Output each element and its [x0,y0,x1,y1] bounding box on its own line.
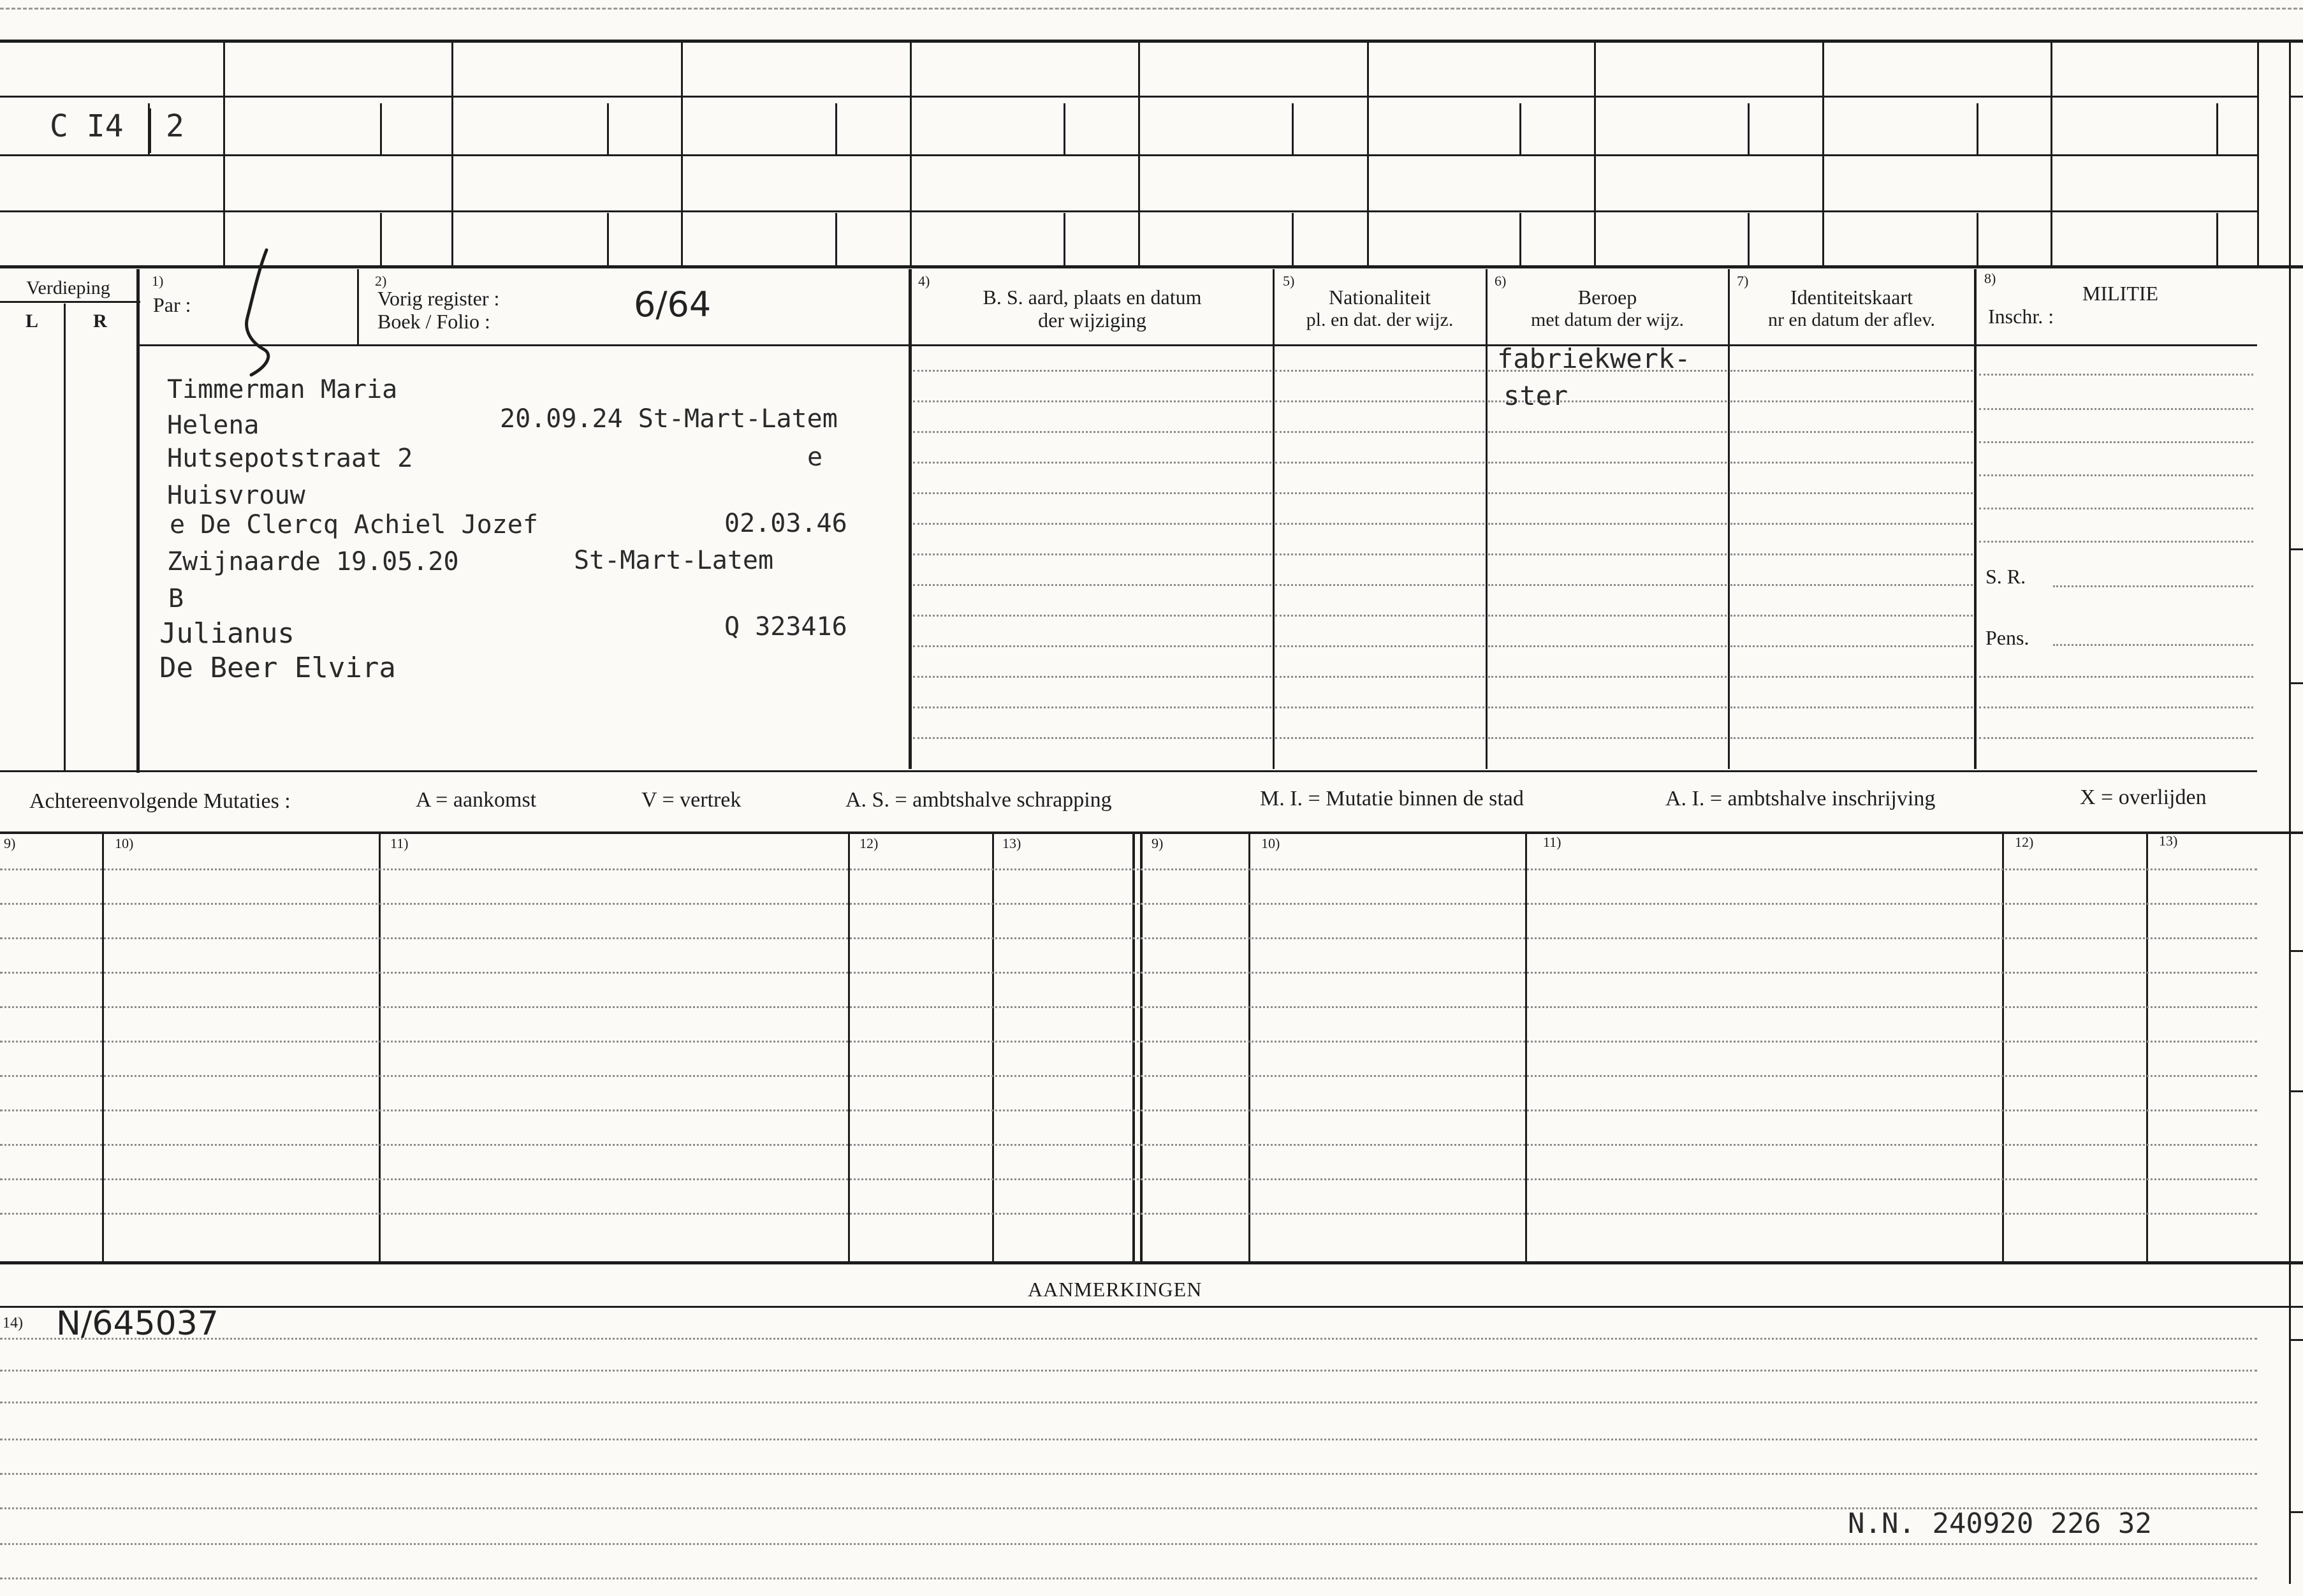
person-occupation: Huisvrouw [167,481,305,510]
person-name-line1: Timmerman Maria [167,375,398,404]
par-num: 1) [152,273,164,289]
militie-inschr-label: Inschr. : [1988,305,2054,328]
nat-num: 5) [1283,273,1295,289]
mut-col-10-left: 10) [115,835,134,851]
person-father: Julianus [159,617,295,650]
prev-register-value: 6/64 [634,284,712,325]
militie-pens-label: Pens. [1985,626,2029,649]
id-header-line1: Identiteitskaart [1790,286,1913,309]
mut-col-13-left: 13) [1002,835,1021,851]
mut-col-13-right: 13) [2159,833,2178,849]
person-marriage-date: 02.03.46 [724,509,847,538]
mut-col-9-right: 9) [1152,835,1164,851]
floor-label: Verdieping [26,277,110,298]
person-mother: De Beer Elvira [159,652,396,684]
nat-header-line2: pl. en dat. der wijz. [1306,309,1454,330]
person-spouse: e De Clercq Achiel Jozef [170,510,538,539]
nat-header-line1: Nationaliteit [1329,286,1431,309]
legend-v: V = vertrek [641,788,742,812]
beroep-header-line1: Beroep [1577,286,1637,309]
legend-x: X = overlijden [2080,786,2207,809]
person-birth: 20.09.24 St-Mart-Latem [500,404,838,434]
bs-header-line2: der wijziging [1038,309,1146,332]
legend-as: A. S. = ambtshalve schrapping [845,788,1112,812]
person-status: B [168,584,184,613]
remarks-title: AANMERKINGEN [1028,1278,1203,1301]
beroep-value-line1: fabriekwerk- [1497,343,1691,374]
militie-sr-label: S. R. [1985,565,2026,588]
id-header-line2: nr en datum der aflev. [1767,309,1936,330]
militie-num: 8) [1984,270,1996,286]
mut-col-12-left: 12) [859,835,879,851]
person-address-suffix: e [807,443,823,472]
mut-col-11-right: 11) [1543,834,1561,850]
beroep-header-line2: met datum der wijz. [1531,309,1684,330]
legend-ai: A. I. = ambtshalve inschrijving [1665,787,1936,810]
mut-col-11-left: 11) [390,835,409,851]
mut-col-9-left: 9) [4,835,16,851]
nn-number: N.N. 240920 226 32 [1848,1507,2152,1540]
person-id-number: Q 323416 [724,612,847,641]
beroep-value-line2: ster [1503,380,1568,411]
legend-mi: M. I. = Mutatie binnen de stad [1260,787,1524,810]
person-name-line2: Helena [167,411,260,440]
person-spouse-birth: Zwijnaarde 19.05.20 [167,547,459,576]
beroep-num: 6) [1495,273,1507,289]
remarks-reference: N/645037 [56,1305,219,1343]
person-address: Hutsepotstraat 2 [167,444,413,473]
prev-book-folio-label: Boek / Folio : [377,310,490,333]
floor-right: R [93,311,107,332]
handwritten-bracket-mark [236,247,287,381]
floor-left: L [25,311,38,332]
legend-a: A = aankomst [416,788,537,812]
id-num: 7) [1737,273,1749,289]
top-number: 2 [166,108,184,144]
remarks-num: 14) [3,1315,23,1331]
bs-header-line1: B. S. aard, plaats en datum [983,286,1202,309]
mut-col-12-right: 12) [2015,834,2034,850]
militie-title: MILITIE [2082,282,2159,305]
mut-col-10-right: 10) [1261,835,1280,851]
top-code: C I4 [50,108,124,144]
bs-num: 4) [918,273,930,289]
par-label: Par : [153,293,191,316]
prev-register-label: Vorig register : [377,287,500,310]
person-marriage-place: St-Mart-Latem [574,546,774,575]
prev-register-num: 2) [375,273,387,289]
legend-title: Achtereenvolgende Mutaties : [29,789,291,813]
